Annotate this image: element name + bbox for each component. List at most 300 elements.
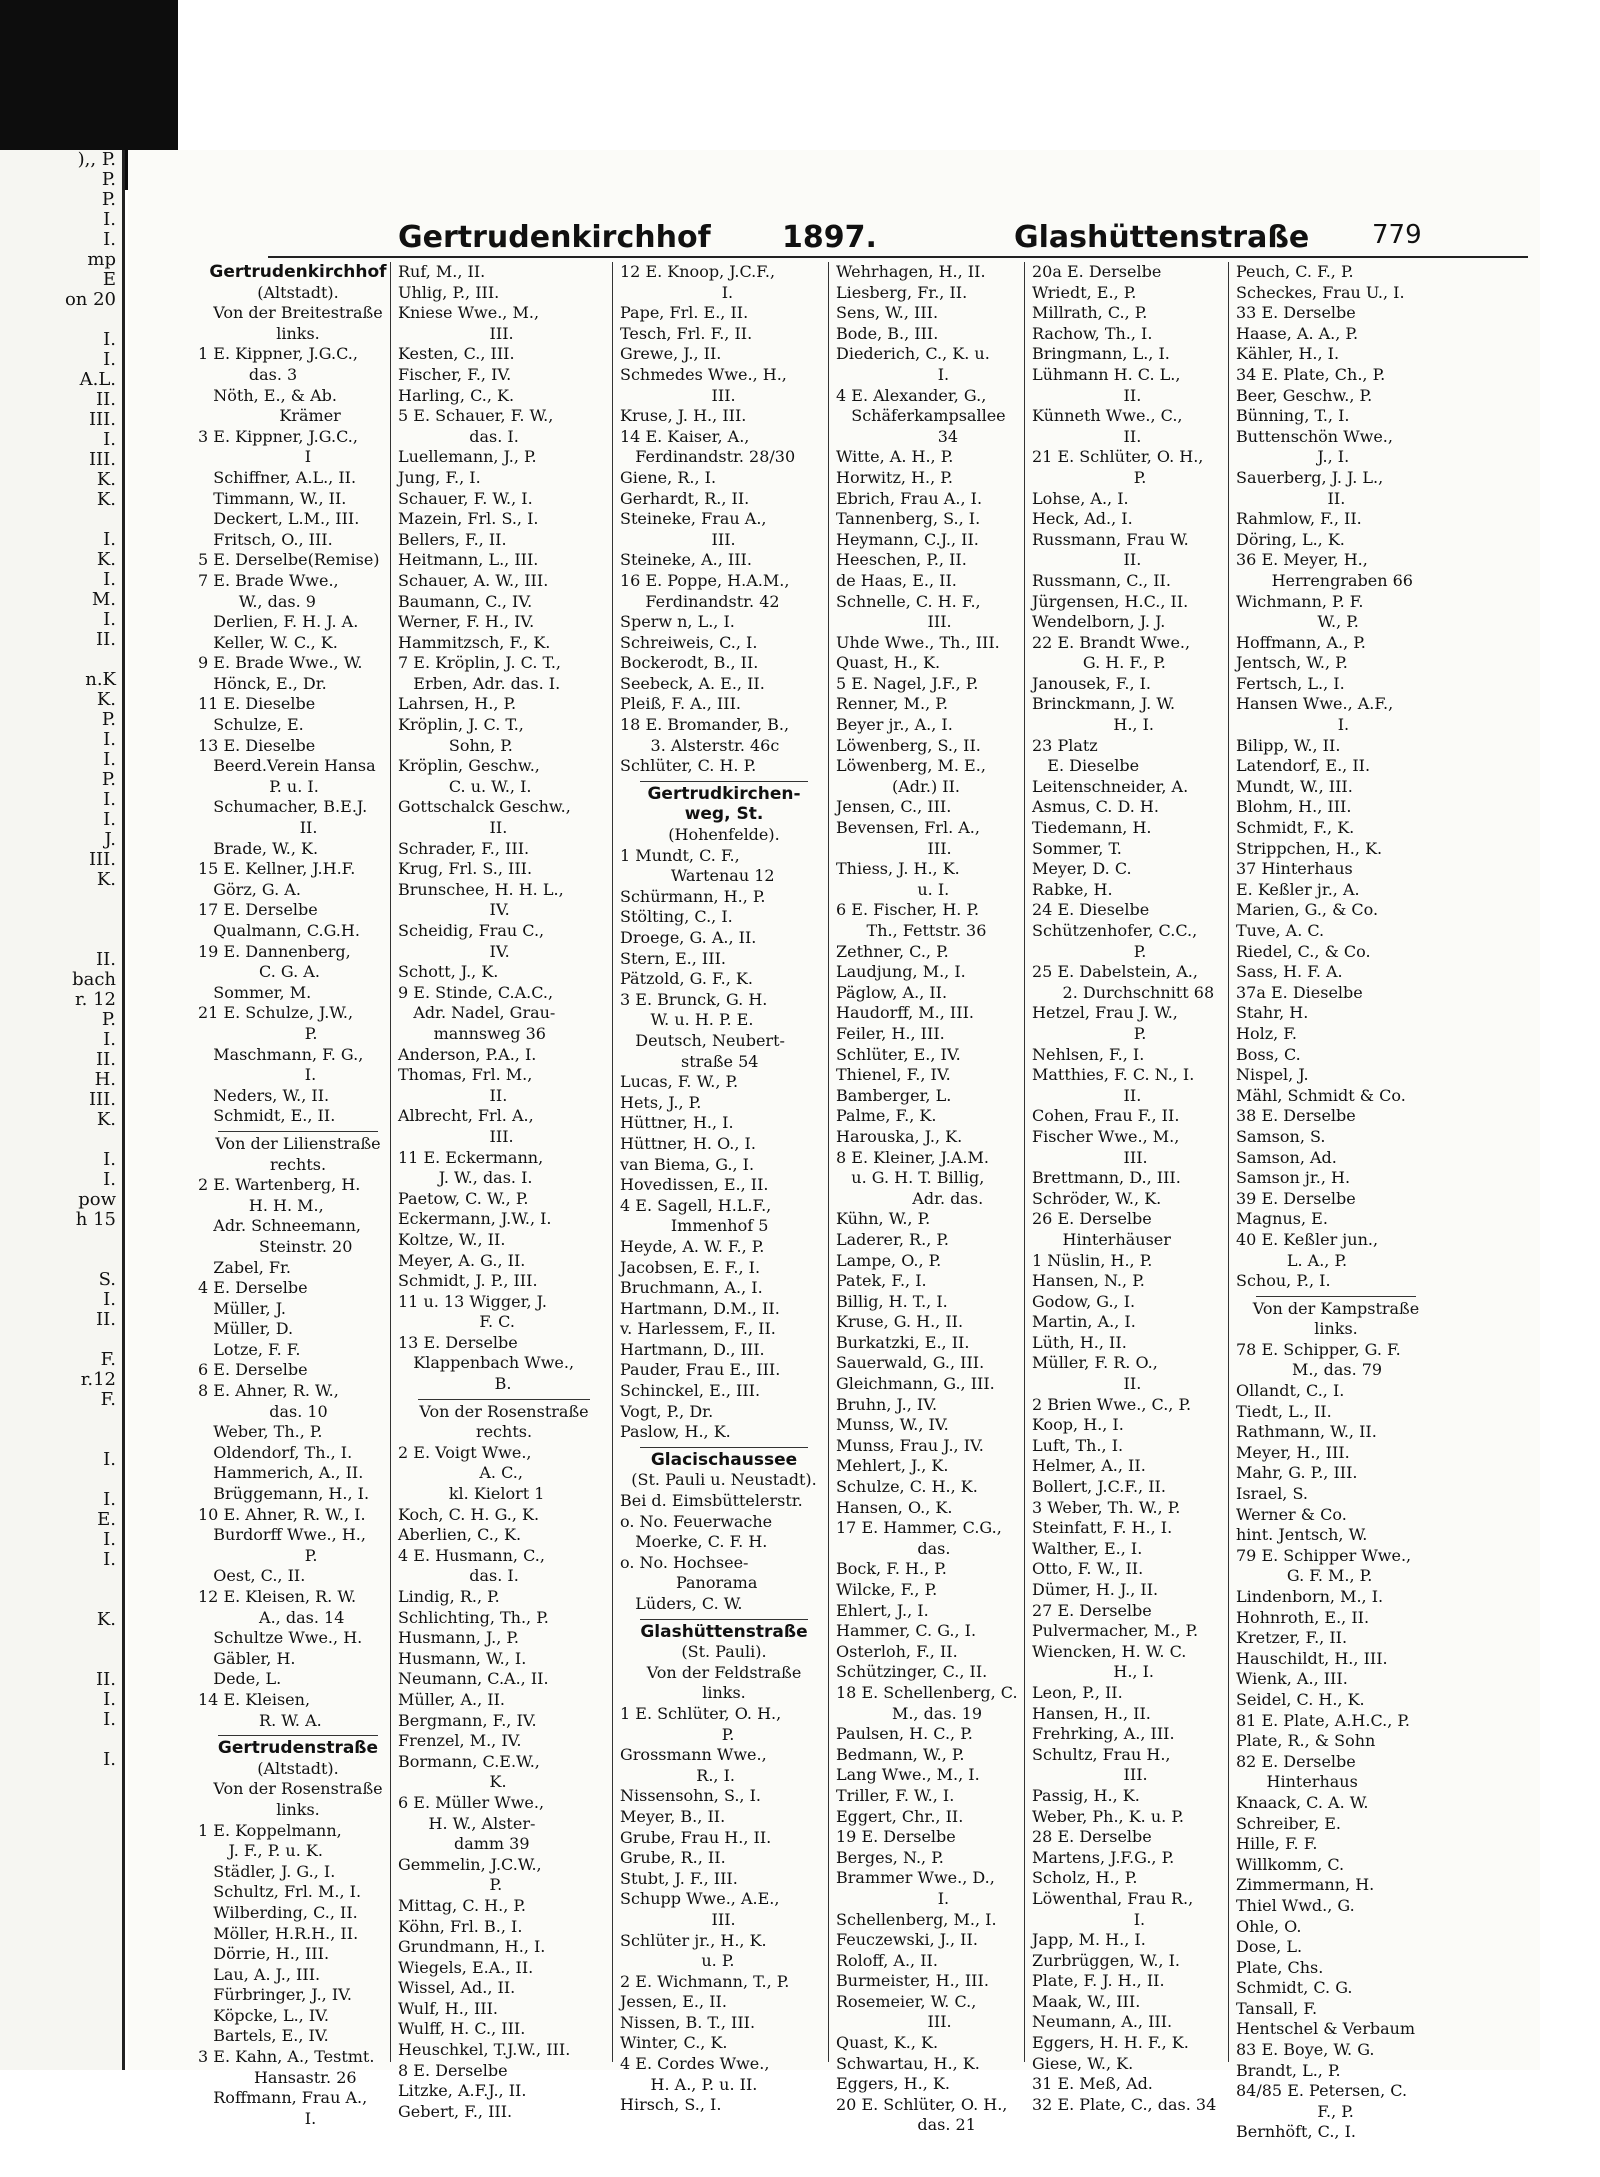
- prev-page-text: [0, 1570, 122, 1590]
- directory-entry: 3. Alsterstr. 46c: [620, 735, 780, 755]
- directory-entry: Plate, F. J. H., II.: [1032, 1971, 1165, 1991]
- directory-entry: 11 E. Dieselbe: [198, 694, 316, 714]
- directory-entry: W. u. H. P. E.: [620, 1010, 754, 1030]
- directory-entry: I.: [836, 364, 950, 384]
- directory-entry: Grewe, J., II.: [620, 344, 722, 364]
- directory-entry: Haase, A. A., P.: [1236, 323, 1359, 343]
- directory-entry: Hentschel & Verbaum: [1236, 2019, 1416, 2039]
- prev-page-text: M.: [91, 589, 116, 610]
- directory-entry: Boss, C.: [1236, 1044, 1301, 1064]
- directory-entry: kl. Kielort 1: [398, 1484, 545, 1504]
- directory-entry: 23 Platz: [1032, 735, 1098, 755]
- prev-page-text: [0, 650, 122, 670]
- directory-entry: H. H. M.,: [198, 1195, 324, 1215]
- directory-entry: Hansastr. 26: [198, 2067, 357, 2087]
- directory-entry: 9 E. Stinde, C.A.C.,: [398, 982, 554, 1002]
- directory-entry: Seidel, C. H., K.: [1236, 1689, 1365, 1709]
- prev-page-text: J.: [104, 829, 116, 850]
- directory-entry: Witte, A. H., P.: [836, 447, 954, 467]
- directory-entry: 4 E. Sagell, H.L.F.,: [620, 1195, 772, 1215]
- directory-entry: II.: [1032, 1374, 1142, 1394]
- directory-entry: Sperw n, L., I.: [620, 612, 735, 632]
- directory-entry: Uhde Wwe., Th., III.: [836, 632, 1000, 652]
- directory-entry: Kröplin, Geschw.,: [398, 756, 540, 776]
- directory-entry: Bode, B., III.: [836, 323, 939, 343]
- directory-entry: Samson, Ad.: [1236, 1147, 1337, 1167]
- directory-entry: straße 54: [620, 1051, 759, 1071]
- directory-entry: Lüders, C. W.: [620, 1594, 743, 1613]
- directory-entry: Leitenschneider, A.: [1032, 776, 1189, 796]
- directory-entry: Husmann, W., I.: [398, 1648, 527, 1668]
- directory-entry: Baumann, C., IV.: [398, 591, 533, 611]
- directory-entry: 5 E. Nagel, J.F., P.: [836, 673, 979, 693]
- directory-entry: Bruchmann, A., I.: [620, 1278, 763, 1298]
- directory-entry: 1 Nüslin, H., P.: [1032, 1250, 1153, 1270]
- directory-entry: Tannenberg, S., I.: [836, 509, 981, 529]
- directory-entry: 4 E. Cordes Wwe.,: [620, 2054, 770, 2074]
- directory-entry: Päglow, A., II.: [836, 982, 948, 1002]
- directory-entry: 40 E. Keßler jun.,: [1236, 1229, 1379, 1249]
- directory-entry: Quast, H., K.: [836, 653, 941, 673]
- prev-page-text: K.: [96, 1109, 116, 1130]
- prev-page-text: K.: [96, 549, 116, 570]
- directory-entry: Moerke, C. F. H.: [620, 1532, 768, 1552]
- directory-entry: Samson jr., H.: [1236, 1168, 1351, 1188]
- directory-entry: 4 E. Derselbe: [198, 1278, 308, 1298]
- directory-entry: Fischer, F., IV.: [398, 364, 512, 384]
- directory-entry: 79 E. Schipper Wwe.,: [1236, 1545, 1412, 1565]
- directory-entry: o. No. Hochsee-: [620, 1552, 749, 1572]
- directory-entry: Lau, A. J., III.: [198, 1964, 321, 1984]
- directory-entry: Brüggemann, H., I.: [198, 1484, 370, 1504]
- directory-entry: Bedmann, W., P.: [836, 1744, 965, 1764]
- directory-entry: J. W., das. I.: [398, 1168, 533, 1188]
- directory-entry: Ruf, M., II.: [398, 262, 486, 281]
- prev-page-text: I.: [103, 329, 116, 350]
- directory-entry: Munss, W., IV.: [836, 1415, 949, 1435]
- directory-entry: 2. Durchschnitt 68: [1032, 982, 1215, 1002]
- prev-page-text: II.: [96, 389, 116, 410]
- directory-entry: Gottschalck Geschw.,: [398, 797, 571, 817]
- directory-entry: Hüttner, H. O., I.: [620, 1133, 756, 1153]
- directory-entry: A. C.,: [398, 1463, 523, 1483]
- directory-entry: H., I.: [1032, 715, 1154, 735]
- directory-entry: Kruse, G. H., II.: [836, 1312, 964, 1332]
- directory-entry: Beer, Geschw., P.: [1236, 385, 1373, 405]
- directory-entry: Schulze, C. H., K.: [836, 1477, 978, 1497]
- directory-entry: Löwenberg, S., II.: [836, 735, 981, 755]
- directory-entry: 21 E. Schlüter, O. H.,: [1032, 447, 1204, 467]
- directory-entry: Wilberding, C., II.: [198, 1902, 358, 1922]
- directory-entry: R. W. A.: [198, 1710, 322, 1730]
- directory-entry: Pulvermacher, M., P.: [1032, 1621, 1199, 1641]
- directory-entry: Kühn, W., P.: [836, 1209, 931, 1229]
- directory-entry: III.: [1032, 1765, 1148, 1785]
- directory-entry: 1 E. Koppelmann,: [198, 1820, 342, 1840]
- directory-entry: Schnelle, C. H. F.,: [836, 591, 981, 611]
- directory-entry: Schlüter jr., H., K.: [620, 1930, 767, 1950]
- directory-entry: III.: [398, 323, 514, 343]
- directory-entry: Hüttner, H., I.: [620, 1113, 734, 1133]
- directory-entry: Janousek, F., I.: [1032, 673, 1152, 693]
- directory-entry: Palme, F., K.: [836, 1106, 937, 1126]
- directory-entry: Dümer, H. J., II.: [1032, 1580, 1159, 1599]
- directory-entry: Schmidt, C. G.: [1236, 1978, 1353, 1998]
- directory-entry: Wulff, H. C., III.: [398, 2019, 526, 2039]
- directory-entry: Bockerodt, B., II.: [620, 653, 759, 673]
- directory-entry: Adr. Nadel, Grau-: [398, 1003, 556, 1023]
- directory-entry: Bilipp, W., II.: [1236, 735, 1341, 755]
- directory-entry: Mehlert, J., K.: [836, 1456, 949, 1476]
- directory-entry: 6 E. Müller Wwe.,: [398, 1792, 545, 1812]
- directory-entry: Kähler, H., I.: [1236, 344, 1340, 364]
- directory-entry: Feuczewski, J., II.: [836, 1930, 978, 1950]
- directory-entry: Stölting, C., I.: [620, 907, 733, 927]
- directory-entry: Sommer, M.: [198, 982, 312, 1002]
- directory-entry: Grube, R., II.: [620, 1848, 726, 1868]
- directory-entry: 3 E. Kippner, J.G.C.,: [198, 426, 358, 446]
- directory-entry: Lang Wwe., M., I.: [836, 1765, 980, 1785]
- prev-page-text: I.: [103, 429, 116, 450]
- directory-entry: van Biema, G., I.: [620, 1154, 755, 1174]
- directory-entry: 16 E. Poppe, H.A.M.,: [620, 570, 790, 590]
- prev-page-text: III.: [88, 409, 116, 430]
- directory-entry: 14 E. Kaiser, A.,: [620, 426, 750, 446]
- directory-entry: v. Harlessem, F., II.: [620, 1319, 776, 1339]
- directory-entry: das. I.: [398, 426, 519, 446]
- prev-page-text: bach: [72, 969, 116, 990]
- directory-entry: Buttenschön Wwe.,: [1236, 426, 1393, 446]
- directory-entry: Eckermann, J.W., I.: [398, 1209, 552, 1229]
- prev-page-text: ),, P.: [77, 149, 116, 170]
- directory-entry: 14 E. Kleisen,: [198, 1689, 311, 1709]
- directory-entry: Neumann, A., III.: [1032, 2012, 1173, 2032]
- prev-page-text: P.: [101, 1009, 116, 1030]
- prev-page-text: I.: [103, 1709, 116, 1730]
- directory-entry: III.: [836, 838, 952, 858]
- directory-entry: Jensen, C., III.: [836, 797, 952, 817]
- directory-entry: Litzke, A.F.J., II.: [398, 2081, 527, 2101]
- directory-entry: Schultz, Frau H.,: [1032, 1744, 1171, 1764]
- prev-page-text: I.: [103, 1489, 116, 1510]
- directory-entry: 37a E. Dieselbe: [1236, 982, 1363, 1002]
- directory-entry: Japp, M. H., I.: [1032, 1930, 1146, 1950]
- directory-entry: 3 E. Kahn, A., Testmt.: [198, 2047, 375, 2067]
- directory-entry: Oest, C., II.: [198, 1566, 306, 1586]
- section-note: Von der Kampstraße: [1252, 1298, 1420, 1318]
- street-heading: Gertrudenkirchhof: [209, 262, 387, 282]
- directory-entry: Lampe, O., P.: [836, 1250, 942, 1270]
- directory-entry: 12 E. Knoop, J.C.F.,: [620, 262, 776, 281]
- directory-entry: Thiess, J. H., K.: [836, 859, 960, 879]
- prev-page-text: [0, 1630, 122, 1650]
- directory-entry: Ebrich, Frau A., I.: [836, 488, 983, 508]
- directory-entry: Hetzel, Frau J. W.,: [1032, 1003, 1178, 1023]
- prev-page-text: on 20: [64, 289, 116, 310]
- directory-entry: Knaack, C. A. W.: [1236, 1792, 1369, 1812]
- directory-entry: Hinterhäuser: [1032, 1229, 1171, 1249]
- column-2: [398, 262, 610, 2121]
- directory-entry: Blohm, H., III.: [1236, 797, 1352, 817]
- directory-entry: Holz, F.: [1236, 1023, 1297, 1043]
- directory-entry: IV.: [398, 941, 510, 961]
- directory-entry: Wehrhagen, H., II.: [836, 262, 986, 281]
- prev-page-text: I.: [103, 1449, 116, 1470]
- directory-entry: Tuve, A. C.: [1236, 921, 1325, 940]
- directory-entry: Schultze Wwe., H.: [198, 1628, 363, 1648]
- directory-entry: Harouska, J., K.: [836, 1126, 963, 1146]
- directory-entry: Meyer, B., II.: [620, 1806, 726, 1826]
- directory-entry: Löwenberg, M. E.,: [836, 756, 986, 776]
- directory-entry: Wiegels, E.A., II.: [398, 1957, 534, 1977]
- directory-entry: M., das. 19: [836, 1703, 983, 1723]
- directory-entry: o. No. Feuerwache: [620, 1511, 773, 1531]
- prev-page-text: [0, 1130, 122, 1150]
- directory-entry: Mundt, W., III.: [1236, 776, 1353, 796]
- directory-entry: Grossmann Wwe.,: [620, 1745, 767, 1765]
- directory-entry: 83 E. Boye, W. G.: [1236, 2040, 1375, 2060]
- directory-entry: P.: [1032, 1023, 1147, 1043]
- directory-entry: 26 E. Derselbe: [1032, 1209, 1152, 1229]
- directory-entry: P.: [398, 1875, 503, 1895]
- directory-entry: Schlichting, Th., P.: [398, 1607, 549, 1627]
- directory-entry: Nissen, B. T., III.: [620, 2012, 756, 2032]
- prev-page-text: K.: [96, 689, 116, 710]
- directory-entry: Schulze, E.: [198, 715, 304, 735]
- directory-entry: Liesberg, Fr., II.: [836, 282, 968, 302]
- directory-entry: Osterloh, F., II.: [836, 1641, 958, 1661]
- prev-page-text: III.: [88, 849, 116, 870]
- directory-entry: Lüth, H., II.: [1032, 1332, 1127, 1352]
- directory-entry: Heeschen, P., II.: [836, 550, 967, 570]
- directory-entry: Heymann, C.J., II.: [836, 529, 979, 549]
- prev-page-text: [0, 1250, 122, 1270]
- section-note: (St. Pauli).: [681, 1642, 767, 1662]
- directory-entry: Schützinger, C., II.: [836, 1662, 988, 1682]
- prev-page-text: [0, 1730, 122, 1750]
- prev-page-text: I.: [103, 1029, 116, 1050]
- directory-entry: Hoffmann, A., P.: [1236, 632, 1366, 652]
- directory-entry: 27 E. Derselbe: [1032, 1600, 1152, 1620]
- directory-entry: Meyer, A. G., II.: [398, 1250, 526, 1270]
- prev-page-text: I.: [103, 569, 116, 590]
- directory-entry: 20 E. Schlüter, O. H.,: [836, 2094, 1008, 2114]
- directory-entry: Jürgensen, H.C., II.: [1032, 591, 1189, 611]
- directory-entry: 15 E. Kellner, J.H.F.: [198, 859, 356, 879]
- running-header: [268, 214, 1538, 260]
- directory-entry: Brinckmann, J. W.: [1032, 694, 1176, 714]
- directory-entry: III.: [836, 2012, 952, 2032]
- prev-page-text: I.: [103, 229, 116, 250]
- directory-entry: 3 E. Brunck, G. H.: [620, 989, 768, 1009]
- directory-entry: Thiel Wwd., G.: [1236, 1895, 1355, 1915]
- directory-entry: Steineke, Frau A.,: [620, 509, 767, 529]
- directory-entry: Bernhöft, C., I.: [1236, 2122, 1356, 2142]
- directory-entry: Wulf, H., III.: [398, 1998, 498, 2018]
- directory-entry: Brammer Wwe., D.,: [836, 1868, 995, 1888]
- directory-entry: Brandt, L., P.: [1236, 2060, 1341, 2080]
- directory-entry: Pauder, Frau E., III.: [620, 1360, 781, 1380]
- directory-entry: Burdorff Wwe., H.,: [198, 1525, 366, 1545]
- prev-page-text: [0, 1230, 122, 1250]
- directory-entry: Berges, N., P.: [836, 1847, 944, 1867]
- directory-entry: Steineke, A., III.: [620, 550, 752, 570]
- directory-entry: Beerd.Verein Hansa: [198, 756, 376, 776]
- directory-entry: 4 E. Husmann, C.,: [398, 1545, 545, 1565]
- directory-entry: III.: [620, 1909, 736, 1929]
- directory-entry: Zabel, Fr.: [198, 1257, 291, 1277]
- directory-entry: W., P.: [1236, 612, 1359, 632]
- directory-entry: I.: [198, 2108, 317, 2128]
- directory-entry: Schrader, F., III.: [398, 838, 530, 858]
- prev-page-text: [0, 1650, 122, 1670]
- directory-entry: Grube, Frau H., II.: [620, 1827, 772, 1847]
- directory-entry: 7 E. Kröplin, J. C. T.,: [398, 653, 561, 673]
- prev-page-text: I.: [103, 1689, 116, 1710]
- directory-entry: Marien, G., & Co.: [1236, 900, 1379, 920]
- directory-entry: Diederich, C., K. u.: [836, 344, 990, 364]
- directory-entry: II.: [1032, 426, 1142, 446]
- directory-entry: Koop, H., I.: [1032, 1415, 1124, 1435]
- section-note: Von der Rosenstraße: [213, 1779, 383, 1799]
- prev-page-text: I.: [103, 1529, 116, 1550]
- directory-entry: Neumann, C.A., II.: [398, 1669, 549, 1689]
- directory-entry: Heyde, A. W. F., P.: [620, 1236, 765, 1256]
- directory-entry: G. F. M., P.: [1236, 1566, 1373, 1586]
- prev-page-text: mp: [87, 249, 116, 270]
- directory-entry: Lahrsen, H., P.: [398, 694, 517, 714]
- directory-entry: Roffmann, Frau A.,: [198, 2088, 368, 2108]
- prev-page-text: F.: [100, 1349, 116, 1370]
- directory-entry: 8 E. Kleiner, J.A.M.: [836, 1147, 989, 1167]
- prev-page-text: III.: [88, 1089, 116, 1110]
- prev-page-text: K.: [96, 1609, 116, 1630]
- directory-entry: P.: [1032, 467, 1147, 487]
- directory-entry: Schauer, F. W., I.: [398, 488, 533, 508]
- directory-entry: Billig, H. T., I.: [836, 1291, 948, 1311]
- directory-entry: Burkatzki, E., II.: [836, 1332, 970, 1352]
- directory-entry: 8 E. Ahner, R. W.,: [198, 1381, 339, 1401]
- directory-entry: Thomas, Frl. M.,: [398, 1065, 533, 1085]
- directory-entry: das. 3: [198, 364, 298, 384]
- directory-entry: Russmann, Frau W.: [1032, 529, 1189, 549]
- directory-entry: Hansen, O., K.: [836, 1497, 953, 1517]
- directory-entry: C. u. W., I.: [398, 776, 532, 796]
- directory-entry: Jung, F., I.: [398, 467, 481, 487]
- directory-entry: Rabke, H.: [1032, 879, 1113, 899]
- directory-entry: Lühmann H. C. L.,: [1032, 364, 1181, 384]
- directory-entry: Bock, F. H., P.: [836, 1559, 947, 1579]
- section-note: rechts.: [269, 1154, 327, 1174]
- directory-entry: Lotze, F. F.: [198, 1339, 301, 1359]
- directory-entry: H. A., P. u. II.: [620, 2074, 758, 2094]
- directory-entry: Schröder, W., K.: [1032, 1188, 1162, 1208]
- directory-entry: Neders, W., II.: [198, 1085, 330, 1105]
- directory-entry: II.: [1236, 488, 1346, 508]
- directory-entry: Meyer, D. C.: [1032, 859, 1132, 879]
- prev-page-text: I.: [103, 809, 116, 830]
- directory-entry: Albrecht, Frl. A.,: [398, 1106, 534, 1126]
- directory-entry: Walther, E., I.: [1032, 1538, 1143, 1558]
- directory-entry: Lucas, F. W., P.: [620, 1072, 739, 1092]
- directory-entry: Martin, A., I.: [1032, 1312, 1136, 1332]
- directory-entry: Triller, F. W., I.: [836, 1785, 955, 1805]
- directory-entry: Schäferkampsallee: [836, 406, 1006, 426]
- directory-entry: 34: [836, 426, 959, 446]
- directory-entry: R., I.: [620, 1765, 735, 1785]
- directory-entry: Haudorff, M., III.: [836, 1003, 974, 1023]
- directory-entry: Bringmann, L., I.: [1032, 344, 1170, 364]
- directory-entry: F. C.: [398, 1312, 515, 1332]
- section-note: links.: [1314, 1319, 1358, 1339]
- directory-entry: Cohen, Frau F., II.: [1032, 1106, 1180, 1126]
- directory-entry: 7 E. Brade Wwe.,: [198, 570, 339, 590]
- directory-entry: Hönck, E., Dr.: [198, 673, 327, 693]
- directory-entry: Steinfatt, F. H., I.: [1032, 1518, 1173, 1538]
- directory-entry: Hirsch, S., I.: [620, 2095, 722, 2115]
- prev-page-text: [0, 510, 122, 530]
- directory-entry: Jentsch, W., P.: [1236, 653, 1348, 673]
- directory-entry: 11 u. 13 Wigger, J.: [398, 1291, 547, 1311]
- directory-entry: Meyer, H., III.: [1236, 1442, 1350, 1462]
- directory-entry: Pätzold, G. F., K.: [620, 969, 753, 989]
- directory-entry: Kruse, J. H., III.: [620, 406, 747, 426]
- directory-entry: Lohse, A., I.: [1032, 488, 1129, 508]
- prev-page-text: I.: [103, 209, 116, 230]
- directory-entry: Eggers, H. H. F., K.: [1032, 2033, 1189, 2053]
- directory-entry: P.: [1032, 941, 1147, 961]
- directory-entry: hint. Jentsch, W.: [1236, 1525, 1368, 1545]
- directory-entry: mannsweg 36: [398, 1023, 546, 1043]
- directory-entry: 2 Brien Wwe., C., P.: [1032, 1394, 1192, 1414]
- directory-entry: K.: [398, 1772, 507, 1792]
- section-note: (Altstadt).: [257, 1758, 339, 1778]
- directory-entry: Latendorf, E., II.: [1236, 756, 1371, 776]
- section-note: links.: [276, 1799, 320, 1819]
- directory-entry: Wartenau 12: [620, 866, 775, 886]
- directory-entry: Patek, F., I.: [836, 1271, 927, 1291]
- directory-entry: 33 E. Derselbe: [1236, 303, 1356, 323]
- directory-entry: Wissel, Ad., II.: [398, 1978, 516, 1998]
- directory-entry: Israel, S.: [1236, 1484, 1308, 1504]
- directory-entry: Burmeister, H., III.: [836, 1971, 989, 1991]
- column-1: [198, 262, 398, 2128]
- directory-entry: Wienk, A., III.: [1236, 1669, 1348, 1689]
- directory-entry: Schmidt, F., K.: [1236, 818, 1355, 838]
- directory-entry: Schwartau, H., K.: [836, 2053, 980, 2073]
- directory-entry: Husmann, J., P.: [398, 1628, 519, 1648]
- directory-entry: 38 E. Derselbe: [1236, 1106, 1356, 1126]
- directory-entry: Schmidt, J. P., III.: [398, 1271, 538, 1291]
- directory-entry: 19 E. Dannenberg,: [198, 941, 351, 961]
- directory-entry: H. W., Alster-: [398, 1813, 536, 1833]
- directory-entry: das. I.: [398, 1566, 519, 1586]
- directory-entry: Stubt, J. F., III.: [620, 1868, 738, 1888]
- directory-entry: Mazein, Frl. S., I.: [398, 509, 539, 529]
- directory-entry: Feiler, H., III.: [836, 1023, 945, 1043]
- directory-entry: Gerhardt, R., II.: [620, 488, 750, 508]
- directory-entry: Tiedemann, H.: [1032, 818, 1152, 838]
- street-heading: Gertrudenstraße: [217, 1738, 379, 1759]
- directory-entry: Eggert, Chr., II.: [836, 1806, 964, 1826]
- directory-entry: Schumacher, B.E.J.: [198, 797, 368, 817]
- directory-entry: I: [198, 447, 312, 467]
- directory-entry: 17 E. Hammer, C.G.,: [836, 1518, 1002, 1538]
- directory-entry: Hansen, H., II.: [1032, 1703, 1151, 1723]
- section-rule: [640, 781, 808, 782]
- directory-entry: Rachow, Th., I.: [1032, 323, 1153, 343]
- directory-entry: Erben, Adr. das. I.: [398, 673, 561, 693]
